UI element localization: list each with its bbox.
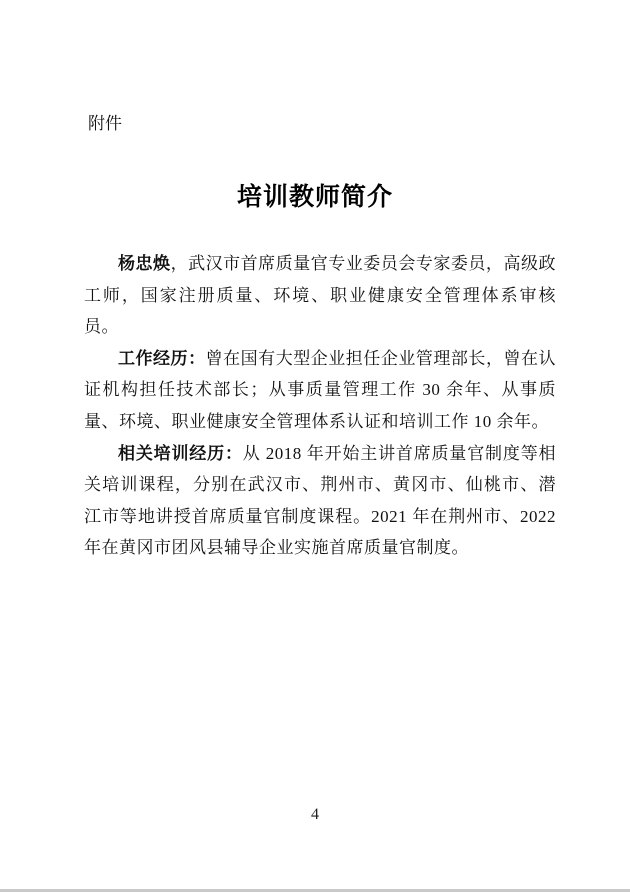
paragraph	[84, 343, 556, 438]
page-number: 4	[311, 806, 319, 823]
paragraph-text: 从 2018 年开始主讲首席质量官制度等相关培训课程，分别在武汉市、荆州市、黄冈市、仙桃市、潜江市等地讲授首席质量官制度课程。2021 年在荆州市、2022 年在黄冈市团风县辅导企业实施首席质量官制度。	[84, 443, 557, 558]
paragraph-lead: 相关培训经历：	[118, 443, 243, 463]
paragraph	[84, 248, 556, 343]
paragraph-text: 曾在国有大型企业担任企业管理部长，曾在认证机构担任技术部长；从事质量管理工作 30 余年、从事质量、环境、职业健康安全管理体系认证和培训工作 10 余年。	[84, 348, 557, 431]
paragraph-lead: 工作经历：	[118, 348, 206, 368]
paragraph-lead: 杨忠焕	[118, 254, 171, 273]
attachment-label: 附件	[88, 114, 122, 133]
paragraph	[84, 438, 556, 564]
document-body	[84, 248, 556, 564]
page-title: 培训教师简介	[236, 184, 393, 211]
paragraph-text: ，武汉市首席质量官专业委员会专家委员，高级政工师，国家注册质量、环境、职业健康安全管理体系审核员。	[84, 254, 556, 337]
